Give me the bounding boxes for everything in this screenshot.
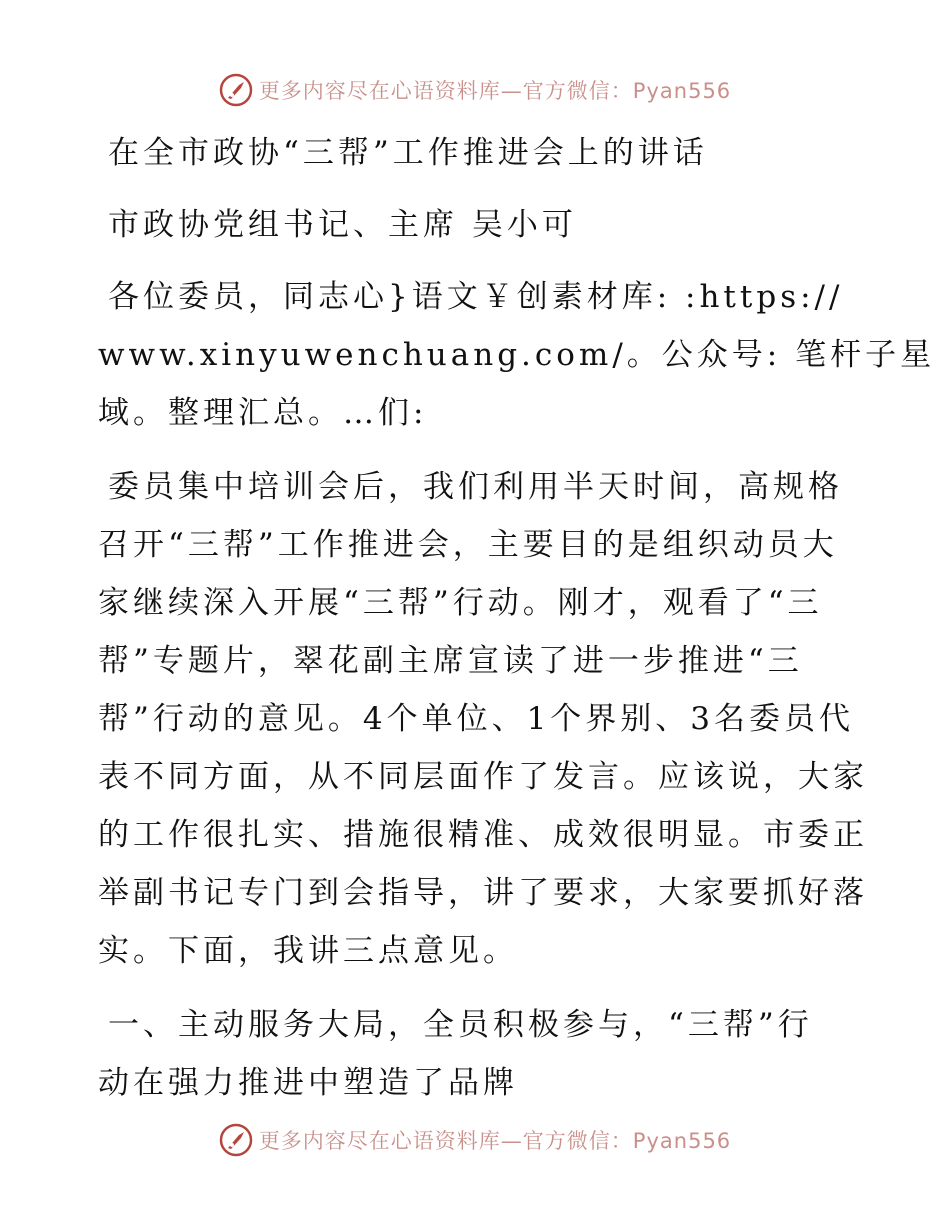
- author-line: 市政协党组书记、主席 吴小可: [108, 207, 577, 243]
- pen-nib-icon: [219, 1123, 253, 1157]
- text-line: 实。下面，我讲三点意见。: [98, 933, 518, 969]
- body-paragraph: [98, 458, 868, 980]
- section-heading: [98, 996, 858, 1112]
- text-line: 域。整理汇总。…们:: [98, 395, 428, 431]
- heading-line: 一、主动服务大局，全员积极参与，“三帮”行: [108, 1007, 813, 1043]
- text-line: 表不同方面，从不同层面作了发言。应该说，大家: [98, 759, 868, 795]
- text-line: 帮”行动的意见。4个单位、1个界别、3名委员代: [98, 701, 855, 737]
- text-line: 召开“三帮”工作推进会，主要目的是组织动员大: [98, 527, 838, 563]
- text-line: 的工作很扎实、措施很精准、成效很明显。市委正: [98, 817, 868, 853]
- text-line: 家继续深入开展“三帮”行动。刚才，观看了“三: [98, 585, 823, 621]
- heading-line: 动在强力推进中塑造了品牌: [98, 1065, 518, 1101]
- banner-text: 更多内容尽在心语资料库—官方微信：Pyan556: [258, 79, 732, 103]
- header-banner: [0, 70, 950, 110]
- text-line: 帮”专题片，翠花副主席宣读了进一步推进“三: [98, 643, 803, 679]
- banner-text: 更多内容尽在心语资料库—官方微信：Pyan556: [258, 1129, 732, 1153]
- page-title: 在全市政协“三帮”工作推进会上的讲话: [108, 135, 708, 171]
- pen-nib-icon: [219, 73, 253, 107]
- text-line: 各位委员，同志心}语文￥创素材库: :https://: [108, 279, 844, 315]
- footer-banner: [0, 1120, 950, 1160]
- text-line: 举副书记专门到会指导，讲了要求，大家要抓好落: [98, 875, 868, 911]
- document-body: [98, 118, 936, 1128]
- text-line: www.xinyuwenchuang.com/。公众号: 笔杆子星: [98, 337, 936, 373]
- greeting-paragraph: [98, 268, 936, 442]
- text-line: 委员集中培训会后，我们利用半天时间，高规格: [108, 469, 843, 505]
